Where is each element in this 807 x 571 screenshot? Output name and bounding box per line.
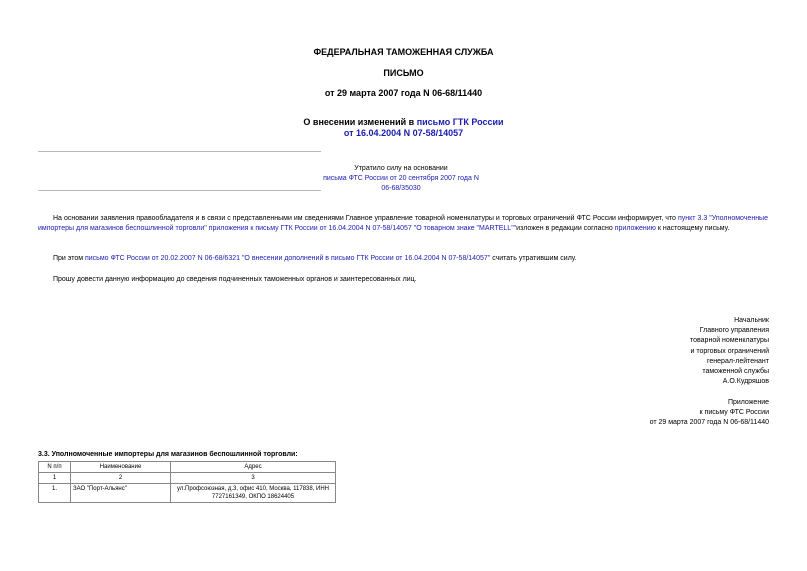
row-address: ул.Профсоюзная, д.3, офис 410, Москва, 117838, ИНН 7727161349, ОКПО 18624405 bbox=[171, 484, 336, 503]
lost-force-note bbox=[321, 164, 481, 194]
row-num: 1. bbox=[39, 484, 71, 503]
divider-bottom bbox=[38, 190, 321, 191]
header-name: Наименование bbox=[71, 462, 171, 473]
signature-block bbox=[569, 316, 769, 387]
doc-type: ПИСЬМО bbox=[383, 68, 424, 78]
appendix-line: к письму ФТС России bbox=[699, 409, 769, 417]
signature-line: А.О.Кудряшов bbox=[722, 378, 769, 386]
doc-date-number: от 29 марта 2007 года N 06-68/11440 bbox=[324, 88, 483, 98]
header-address: Адрес bbox=[171, 462, 336, 473]
signature-line: и торговых ограничений bbox=[690, 347, 769, 355]
link-appendix[interactable]: приложению bbox=[614, 225, 656, 232]
divider-top bbox=[38, 151, 321, 152]
appendix-line: от 29 марта 2007 года N 06-68/11440 bbox=[649, 419, 769, 427]
appendix-header bbox=[569, 398, 769, 429]
body-paragraph-1: На основании заявления правообладателя и в связи с представленными им сведениями Главное управление товарной номенклатуры и торговых ограничений ФТС России информирует, что пункт 3.3 "Уполномоченные импортеры для магазинов беспошлинной торговли" приложения к письму ГТК России от 16.04.2004 N 07-58/14057 "О товарном знаке "MARTELL""изложен в редакции согласно приложению к настоящему письму. bbox=[38, 215, 768, 232]
row-name: ЗАО "Порт-Альянс" bbox=[71, 484, 171, 503]
subject-link-date[interactable]: от 16.04.2004 N 07-58/14057 bbox=[343, 128, 464, 138]
appendix-line: Приложение bbox=[727, 399, 769, 406]
body-paragraph-3: Прошу довести данную информацию до сведения подчиненных таможенных органов и заинтересованных лиц. bbox=[53, 276, 417, 283]
link-point-3-3[interactable]: пункт 3.3 "Уполномоченные импортеры для магазинов беспошлинной торговли" приложения к письму ГТК России от 16.04.2004 N 07-58/14057 "О товарном знаке "MARTELL"" bbox=[38, 215, 768, 232]
signature-line: Главного управления bbox=[699, 327, 769, 335]
doc-subject-line2 bbox=[0, 128, 807, 138]
agency-title: ФЕДЕРАЛЬНАЯ ТАМОЖЕННАЯ СЛУЖБА bbox=[313, 47, 494, 57]
doc-subject-line1 bbox=[0, 117, 807, 127]
subject-link-letter[interactable]: письмо ГТК России bbox=[416, 117, 504, 127]
lost-force-link[interactable]: письма ФТС России от 20 сентября 2007 года N 06-68/35030 bbox=[323, 175, 479, 192]
table-header-row bbox=[39, 462, 336, 473]
signature-line: Начальник bbox=[734, 317, 769, 324]
subject-prefix: О внесении изменений в bbox=[303, 117, 417, 127]
table-title: 3.3. Уполномоченные импортеры для магазинов беспошлинной торговли: bbox=[38, 451, 298, 458]
header-num: N п/п bbox=[39, 462, 71, 473]
signature-line: генерал-лейтенант bbox=[707, 357, 769, 365]
colnum-3: 3 bbox=[171, 473, 336, 484]
table-colnum-row bbox=[39, 473, 336, 484]
signature-line: таможенной службы bbox=[702, 368, 769, 376]
colnum-1: 1 bbox=[39, 473, 71, 484]
importers-table bbox=[38, 461, 336, 503]
body-paragraph-2: При этом письмо ФТС России от 20.02.2007 N 06-68/6321 "О внесении дополнений в письмо ГТК России от 16.04.2004 N 07-58/14057" считать утратившим силу. bbox=[53, 255, 577, 262]
colnum-2: 2 bbox=[71, 473, 171, 484]
lost-force-text: Утратило силу на основании bbox=[354, 165, 448, 172]
link-letter-06-68-6321[interactable]: письмо ФТС России от 20.02.2007 N 06-68/6321 "О внесении дополнений в письмо ГТК России от 16.04.2004 N 07-58/14057" bbox=[84, 255, 491, 262]
signature-line: товарной номенклатуры bbox=[690, 337, 769, 345]
table-row bbox=[39, 484, 336, 503]
